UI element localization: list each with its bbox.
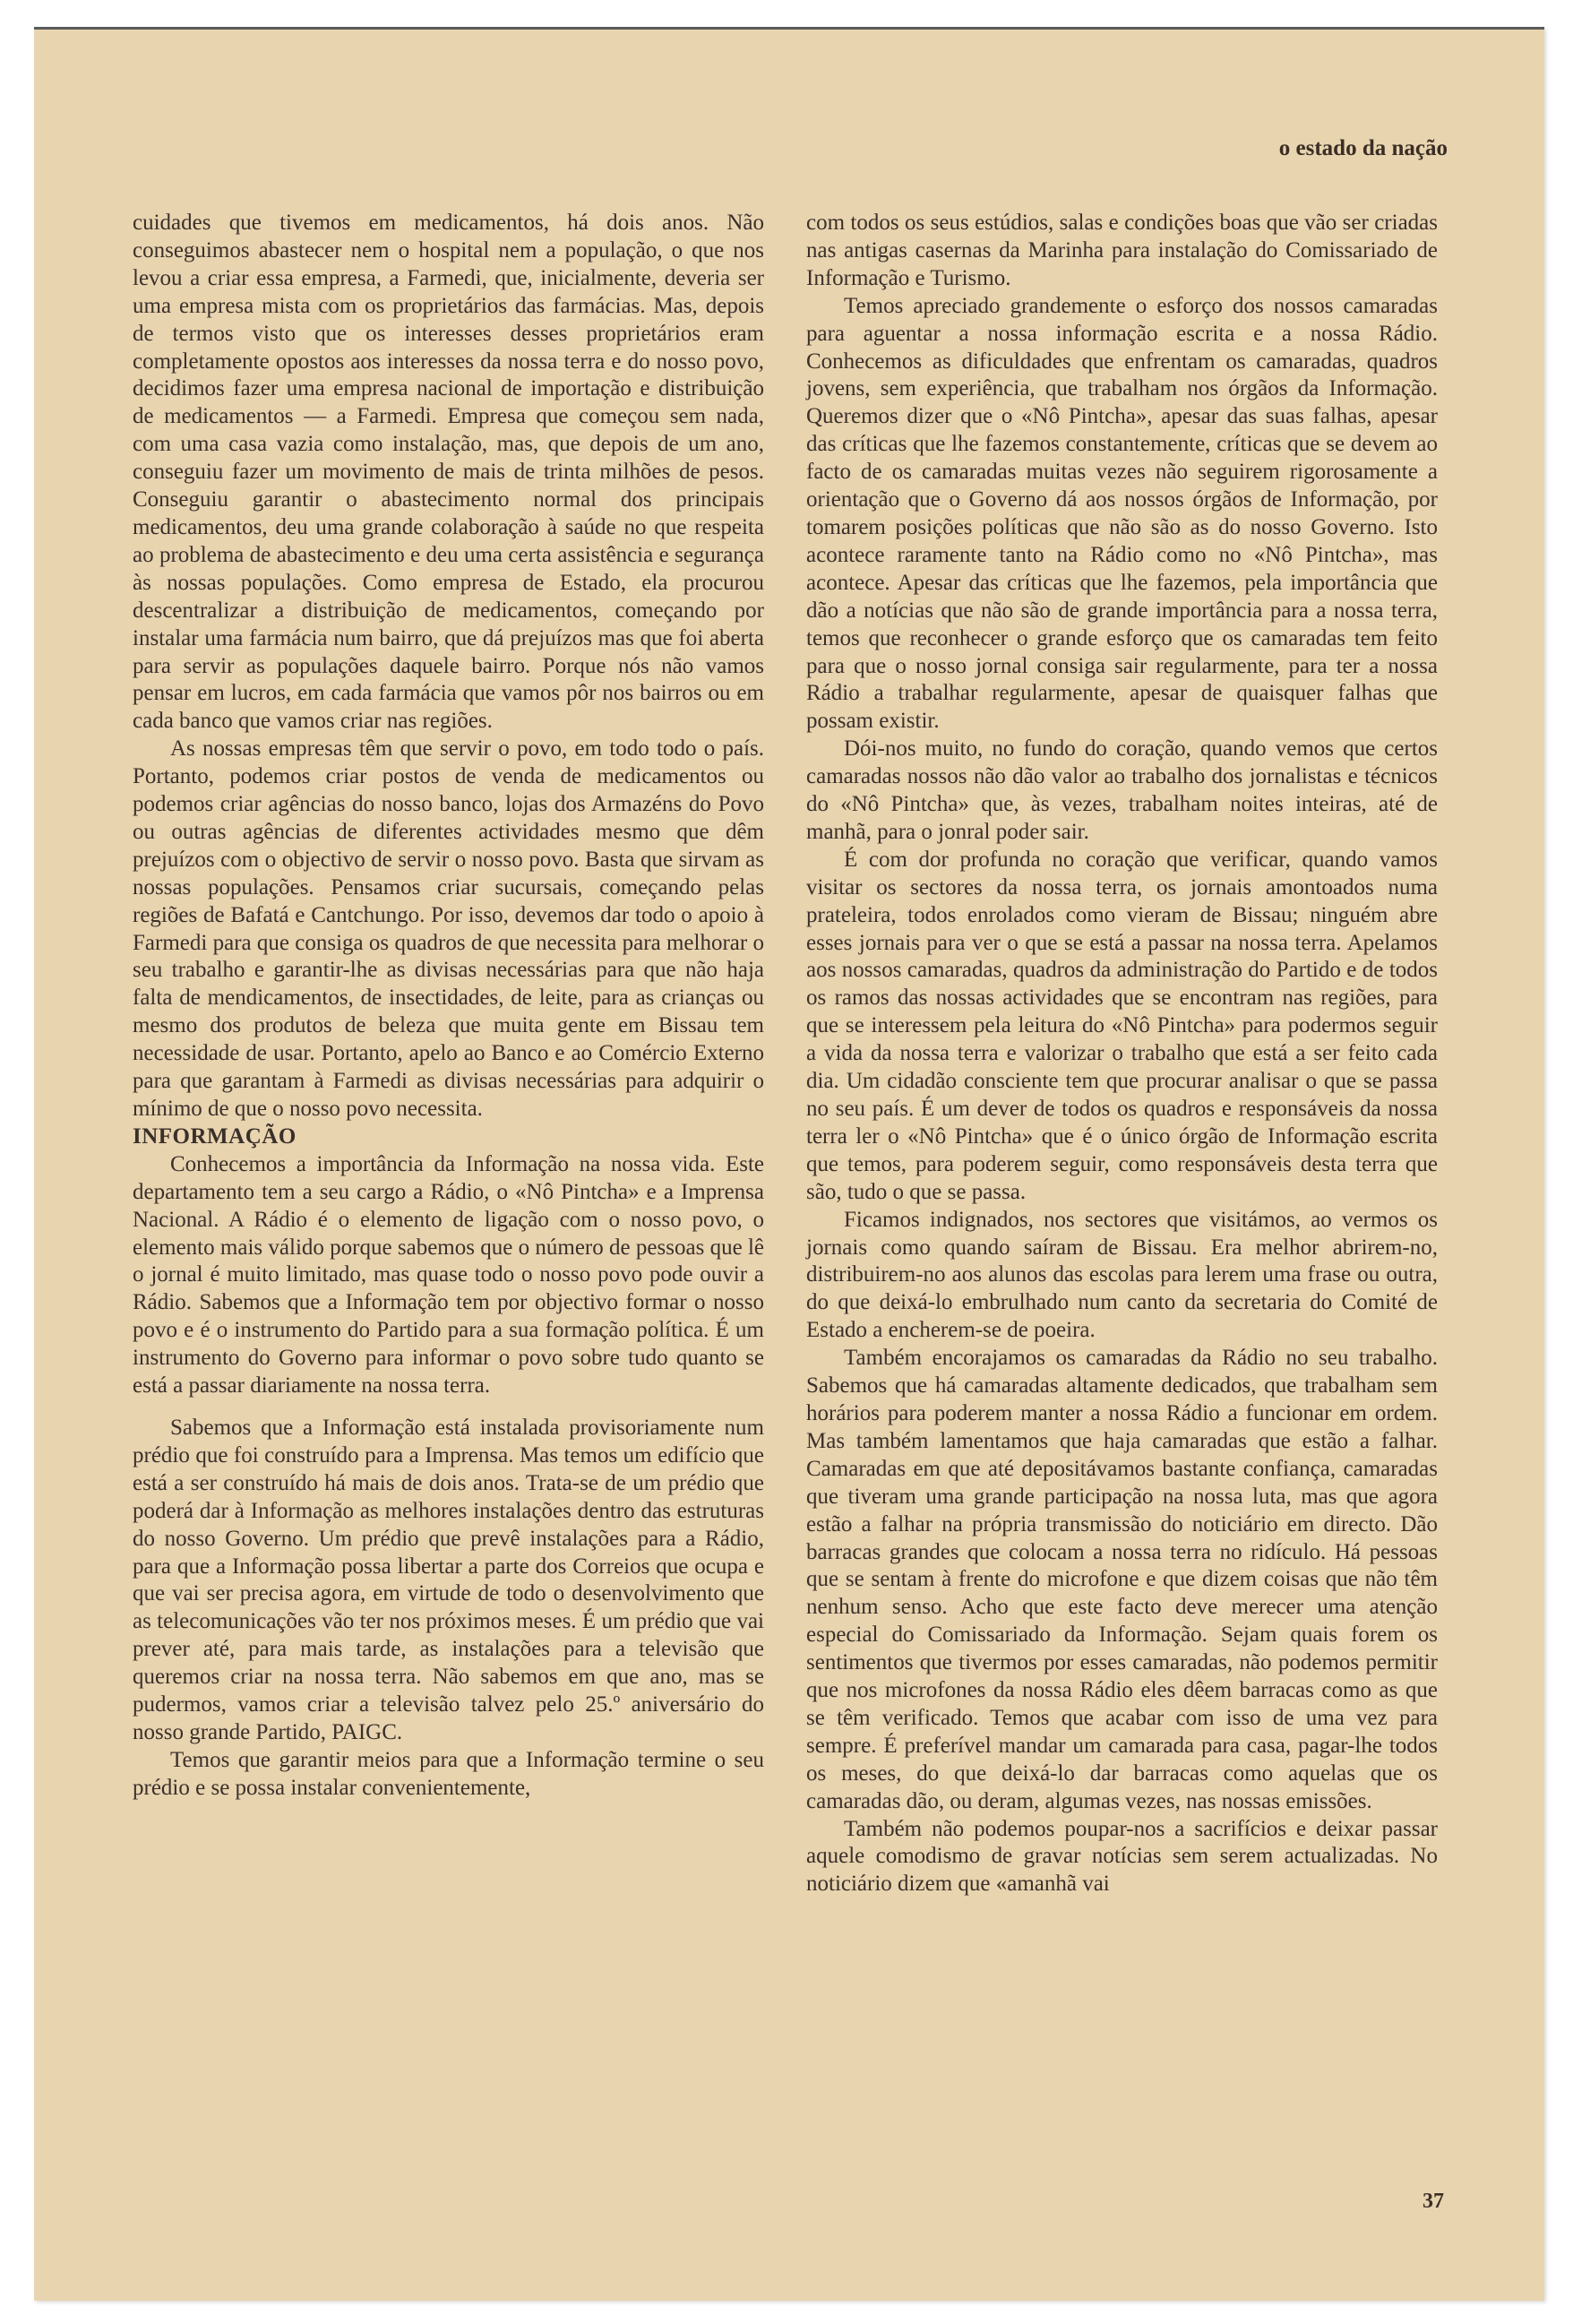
paragraph: Dói-nos muito, no fundo do coração, quando vemos que certos camaradas nossos não dão valor ao trabalho dos jornalistas e técnicos do «Nô Pintcha» que, às vezes, trabalham noites inteiras, até de manhã, para o jonral poder sair. <box>806 736 1438 844</box>
paragraph: com todos os seus estúdios, salas e condições boas que vão ser criadas nas antigas casernas da Marinha para instalação do Comissariado de Informação e Turismo. <box>806 211 1438 290</box>
paragraph: Conhecemos a importância da Informação na nossa vida. Este departamento tem a seu cargo a Rádio, o «Nô Pintcha» e a Imprensa Nacional. A Rádio é o elemento de ligação com o nosso povo, o elemento mais válido porque sabemos que o número de pessoas que lê o jornal é muito limitado, mas quase todo o nosso povo pode ouvir a Rádio. Sabemos que a Informação tem por objectivo formar o nosso povo e é o instrumento do Partido para a sua formação política. É um instrumento do Governo para informar o povo sobre tudo quanto se está a passar diariamente na nossa terra. <box>133 1151 764 1399</box>
paragraph-gap <box>133 1400 764 1415</box>
paragraph: cuidades que tivemos em medicamentos, há dois anos. Não conseguimos abastecer nem o hospital nem a população, o que nos levou a criar essa empresa, a Farmedi, que, inicialmente, deveria ser uma empresa mista com os proprietários das farmácias. Mas, depois de termos visto que os interesses desses proprietários eram completamente opostos aos interesses da nossa terra e do nosso povo, decidimos fazer uma empresa nacional de importação e distribuição de medicamentos — a Farmedi. Empresa que começou sem nada, com uma casa vazia como instalação, mas, que depois de um ano, conseguiu fazer um movimento de mais de trinta milhões de pesos. Conseguiu garantir o abastecimento normal dos principais medicamentos, deu uma grande colaboração à saúde no que respeita ao problema de abastecimento e deu uma certa assistência e segurança às nossas populações. Como empresa de Estado, ela procurou descentralizar a distribuição de medicamentos, começando por instalar uma farmácia num bairro, que dá prejuízos mas que foi aberta para servir as populações daquele bairro. Porque nós não vamos pensar em lucros, em cada farmácia que vamos pôr nos bairros ou em cada banco que vamos criar nas regiões. <box>133 211 764 734</box>
paragraph: Ficamos indignados, nos sectores que visitámos, ao vermos os jornais como quando saíram de Bissau. Era melhor abrirem-no, distribuirem-no aos alunos das escolas para lerem uma frase ou outra, do que deixá-lo embrulhado num canto da secretaria do Comité de Estado a encherem-se de poeira. <box>806 1207 1438 1343</box>
paragraph: É com dor profunda no coração que verificar, quando vamos visitar os sectores da nossa terra, os jornais amontoados numa prateleira, todos enrolados como vieram de Bissau; ninguém abre esses jornais para ver o que se está a passar na nossa terra. Apelamos aos nossos camaradas, quadros da administração do Partido e de todos os ramos das nossas actividades que se encontram nas regiões, para que se interessem pela leitura do «Nô Pintcha» para podermos seguir a vida da nossa terra e valorizar o trabalho que está a ser feito cada dia. Um cidadão consciente tem que procurar analisar o que se passa no seu país. É um dever de todos os quadros e responsáveis da nossa terra ler o «Nô Pintcha» que é o único órgão de Informação escrita que temos, para poderem seguir, como responsáveis desta terra que são, tudo o que se passa. <box>806 847 1438 1204</box>
running-header: o estado da nação <box>1278 136 1448 160</box>
paragraph: Também encorajamos os camaradas da Rádio no seu trabalho. Sabemos que há camaradas altamente dedicados, que trabalham sem horários para poderem manter a nossa Rádio a funcionar em ordem. Mas também lamentamos que haja camaradas que estão a falhar. Camaradas em que até depositávamos bastante confiança, camaradas que tiveram uma grande participação na nossa luta, mas que agora estão a falhar na própria transmissão do noticiário em directo. Dão barracas grandes que colocam a nossa terra no ridículo. Há pessoas que se sentam à frente do microfone e que dizem coisas que não têm nenhum senso. Acho que este facto deve merecer uma atenção especial do Comissariado da Informação. Sejam quais forem os sentimentos que tivermos por esses camaradas, não podemos permitir que nos microfones da nossa Rádio eles dêem barracas como as que se têm verificado. Temos que acabar com isso de uma vez para sempre. É preferível mandar um camarada para casa, pagar-lhe todos os meses, do que deixá-lo dar barracas como aquelas que os camaradas dão, ou deram, algumas vezes, nas nossas emissões. <box>806 1346 1438 1813</box>
top-edge-line <box>34 27 1544 30</box>
right-text-column <box>806 210 1438 1898</box>
left-text-column <box>133 210 764 1803</box>
paragraph: As nossas empresas têm que servir o povo, em todo todo o país. Portanto, podemos criar postos de venda de medicamentos ou podemos criar agências do nosso banco, lojas dos Armazéns do Povo ou outras agências de diferentes actividades mesmo que dêm prejuízos com o objectivo de servir o nosso povo. Basta que sirvam as nossas populações. Pensamos criar sucursais, começando pelas regiões de Bafatá e Cantchungo. Por isso, devemos dar todo o apoio à Farmedi para que consiga os quadros de que necessita para melhorar o seu trabalho e garantir-lhe as divisas necessárias para que não haja falta de mendicamentos, de insectidades, de leite, para as crianças ou mesmo dos produtos de beleza que muita gente em Bissau tem necessidade de usar. Portanto, apelo ao Banco e ao Comércio Externo para que garantam à Farmedi as divisas necessárias para adquirir o mínimo de que o nosso povo necessita. <box>133 736 764 1121</box>
section-heading: INFORMAÇÃO <box>133 1123 297 1149</box>
paragraph: Temos apreciado grandemente o esforço dos nossos camaradas para aguentar a nossa informação escrita e a nossa Rádio. Conhecemos as dificuldades que enfrentam os camaradas, quadros jovens, sem experiência, que trabalham nos órgãos da Informação. Queremos dizer que o «Nô Pintcha», apesar das suas falhas, apesar das críticas que lhe fazemos constantemente, críticas que se devem ao facto de os camaradas muitas vezes não seguirem rigorosamente a orientação que o Governo dá aos nossos órgãos de Informação, por tomarem posições políticas que não são as do nosso Governo. Isto acontece raramente tanto na Rádio como no «Nô Pintcha», mas acontece. Apesar das críticas que lhe fazemos, pela importância que dão a notícias que não são de grande importância para a nossa terra, temos que reconhecer o grande esforço que os camaradas tem feito para que o nosso jornal consiga sair regularmente, para ter a nossa Rádio a trabalhar regularmente, apesar de quaisquer falhas que possam existir. <box>806 293 1438 734</box>
paragraph: Temos que garantir meios para que a Informação termine o seu prédio e se possa instalar convenientemente, <box>133 1747 764 1800</box>
paragraph: Sabemos que a Informação está instalada provisoriamente num prédio que foi construído para a Imprensa. Mas temos um edifício que está a ser construído há mais de dois anos. Trata-se de um prédio que poderá dar à Informação as melhores instalações dentro das estruturas do nosso Governo. Um prédio que prevê instalações para a Rádio, para que a Informação possa libertar a parte dos Correios que ocupa e que vai ser precisa agora, em virtude de todo o desenvolvimento que as telecomunicações vão ter nos próximos meses. É um prédio que vai prever até, para mais tarde, as instalações para a televisão que queremos criar na nossa terra. Não sabemos em que ano, mas se pudermos, vamos criar a televisão talvez pelo 25.º aniversário do nosso grande Partido, PAIGC. <box>133 1415 764 1744</box>
page-number: 37 <box>1423 2190 1444 2213</box>
paragraph: Também não podemos poupar-nos a sacrifícios e deixar passar aquele comodismo de gravar notícias sem serem actualizadas. No noticiário dizem que «amanhã vai <box>806 1816 1438 1897</box>
magazine-page <box>34 27 1544 2301</box>
